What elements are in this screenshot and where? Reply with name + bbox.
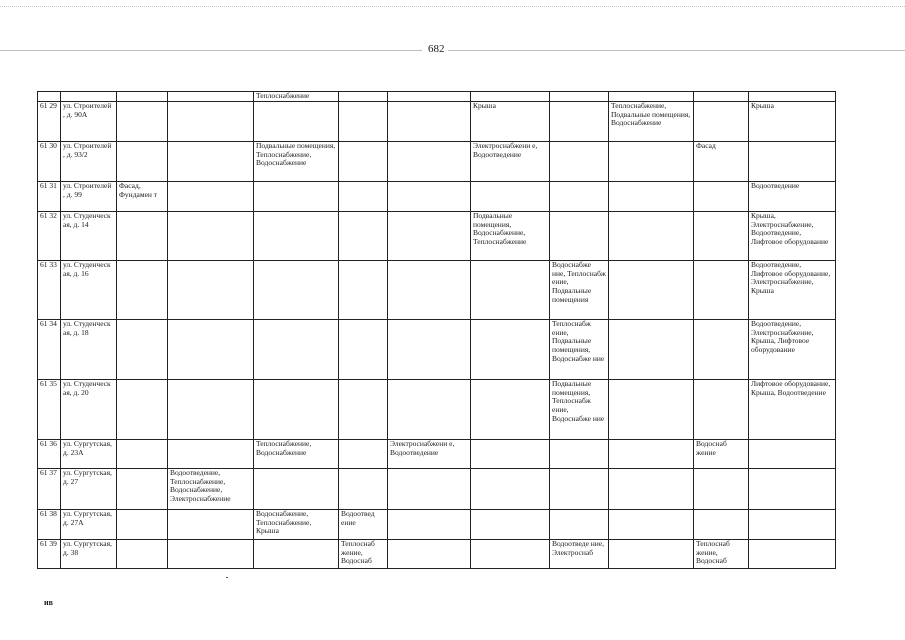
header-cell [749, 92, 836, 102]
work-type-cell [117, 101, 168, 141]
work-type-cell [168, 539, 254, 568]
work-type-cell [254, 211, 339, 260]
row-number-cell: 61 33 [38, 260, 61, 319]
work-type-cell [254, 319, 339, 379]
work-type-cell [339, 211, 388, 260]
work-type-cell [168, 439, 254, 468]
work-type-cell [117, 539, 168, 568]
header-cell [38, 92, 61, 102]
header-cell [471, 92, 550, 102]
table-row [38, 439, 836, 468]
table-row [38, 260, 836, 319]
work-type-cell [471, 379, 550, 439]
work-type-cell [471, 468, 550, 509]
work-type-cell [550, 101, 609, 141]
table-row [38, 319, 836, 379]
work-type-cell [749, 539, 836, 568]
work-type-cell [550, 181, 609, 211]
work-type-cell [339, 319, 388, 379]
work-type-cell [388, 260, 471, 319]
address-cell: ул. Строителей , д. 90А [61, 101, 117, 141]
work-type-cell [168, 509, 254, 539]
work-type-cell [694, 211, 749, 260]
work-type-cell [609, 509, 694, 539]
header-rule-left [0, 50, 422, 51]
work-type-cell: Крыша [471, 101, 550, 141]
work-type-cell [388, 539, 471, 568]
work-type-cell [254, 539, 339, 568]
work-type-cell: Водоотведе ние, Электроснаб [550, 539, 609, 568]
work-type-cell [609, 211, 694, 260]
address-cell: ул. Строителей , д. 93/2 [61, 141, 117, 181]
work-type-cell [471, 539, 550, 568]
work-type-cell [339, 141, 388, 181]
work-type-cell [609, 260, 694, 319]
work-type-cell [254, 379, 339, 439]
work-type-cell [388, 211, 471, 260]
scan-speck [226, 577, 228, 578]
work-type-cell [550, 211, 609, 260]
table-row [38, 379, 836, 439]
work-type-cell [117, 141, 168, 181]
header-cell [694, 92, 749, 102]
work-type-cell [749, 141, 836, 181]
address-cell: ул. Сургутская, д. 27А [61, 509, 117, 539]
row-number-cell: 61 37 [38, 468, 61, 509]
work-type-cell: Водоснабже ние, Теплоснабж ение, Подвальные помещения [550, 260, 609, 319]
work-type-cell [388, 181, 471, 211]
row-number-cell: 61 38 [38, 509, 61, 539]
header-cell [168, 92, 254, 102]
work-type-cell: Фасад [694, 141, 749, 181]
work-type-cell [694, 509, 749, 539]
work-type-cell [168, 260, 254, 319]
work-type-cell [339, 181, 388, 211]
work-type-cell [388, 319, 471, 379]
work-type-cell [749, 468, 836, 509]
table-row [38, 539, 836, 568]
work-type-cell [168, 101, 254, 141]
work-type-cell: Водоснабжение, Теплоснабжение, Крыша [254, 509, 339, 539]
work-type-cell [694, 319, 749, 379]
header-cell [61, 92, 117, 102]
row-number-cell: 61 36 [38, 439, 61, 468]
address-cell: ул. Сургутская, д. 27 [61, 468, 117, 509]
work-type-cell [471, 509, 550, 539]
scan-noise-top [0, 6, 905, 8]
work-type-cell [749, 439, 836, 468]
table-header-row [38, 92, 836, 102]
header-cell: Теплоснабжение [254, 92, 339, 102]
work-type-cell: Водоотведение, Лифтовое оборудование, Электроснабжение, Крыша [749, 260, 836, 319]
work-type-cell [694, 260, 749, 319]
row-number-cell: 61 39 [38, 539, 61, 568]
address-cell: ул. Студенческ ая, д. 18 [61, 319, 117, 379]
work-type-cell: Водоотвед ение [339, 509, 388, 539]
footer-initials: ив [44, 598, 53, 607]
work-type-cell [117, 379, 168, 439]
work-type-cell: Водоотведение, Электроснабжение, Крыша, Лифтовое оборудование [749, 319, 836, 379]
work-type-cell: Водоотведение [749, 181, 836, 211]
work-type-cell [609, 141, 694, 181]
work-type-cell [168, 211, 254, 260]
work-type-cell [117, 260, 168, 319]
work-type-cell: Теплоснабжение, Подвальные помещения, Водоснабжение [609, 101, 694, 141]
header-cell [339, 92, 388, 102]
work-type-cell [550, 439, 609, 468]
work-type-cell [388, 101, 471, 141]
repair-schedule-table [37, 91, 836, 569]
work-type-cell [471, 439, 550, 468]
work-type-cell [550, 141, 609, 181]
work-type-cell [550, 468, 609, 509]
table-row [38, 509, 836, 539]
work-type-cell: Теплоснабжение, Водоснабжение [254, 439, 339, 468]
work-type-cell [550, 509, 609, 539]
work-type-cell [388, 141, 471, 181]
row-number-cell: 61 35 [38, 379, 61, 439]
work-type-cell [339, 379, 388, 439]
address-cell: ул. Сургутская, д. 38 [61, 539, 117, 568]
work-type-cell: Подвальные помещения, Водоснабжение, Теплоснабжение [471, 211, 550, 260]
work-type-cell [339, 260, 388, 319]
work-type-cell [471, 319, 550, 379]
work-type-cell [749, 509, 836, 539]
work-type-cell: Крыша [749, 101, 836, 141]
work-type-cell [694, 181, 749, 211]
work-type-cell [339, 101, 388, 141]
work-type-cell: Подвальные помещения, Теплоснабжение, Водоснабжение [254, 141, 339, 181]
work-type-cell [117, 319, 168, 379]
work-type-cell: Водоотведение, Теплоснабжение, Водоснабжение, Электроснабжение [168, 468, 254, 509]
work-type-cell [388, 509, 471, 539]
work-type-cell [471, 181, 550, 211]
header-cell [609, 92, 694, 102]
work-type-cell [388, 468, 471, 509]
work-type-cell [117, 468, 168, 509]
work-type-cell: Теплоснаб жение, Водоснаб [339, 539, 388, 568]
table-row [38, 141, 836, 181]
work-type-cell [117, 211, 168, 260]
table-row [38, 101, 836, 141]
work-type-cell [609, 319, 694, 379]
work-type-cell: Подвальные помещения, Теплоснабж ение, Водоснабже ние [550, 379, 609, 439]
work-type-cell [694, 379, 749, 439]
row-number-cell: 61 32 [38, 211, 61, 260]
work-type-cell [168, 379, 254, 439]
row-number-cell: 61 34 [38, 319, 61, 379]
header-cell [117, 92, 168, 102]
address-cell: ул. Студенческ ая, д. 20 [61, 379, 117, 439]
work-type-cell [168, 181, 254, 211]
header-cell [550, 92, 609, 102]
address-cell: ул. Сургутская, д. 23А [61, 439, 117, 468]
work-type-cell [254, 181, 339, 211]
row-number-cell: 61 30 [38, 141, 61, 181]
work-type-cell [339, 468, 388, 509]
work-type-cell [117, 439, 168, 468]
work-type-cell [609, 539, 694, 568]
work-type-cell [609, 439, 694, 468]
work-type-cell: Водоснаб жение [694, 439, 749, 468]
row-number-cell: 61 29 [38, 101, 61, 141]
work-type-cell [339, 439, 388, 468]
work-type-cell: Фасад, Фундамен т [117, 181, 168, 211]
work-type-cell [254, 468, 339, 509]
work-type-cell: Теплоснабж ение, Подвальные помещения, Водоснабже ние [550, 319, 609, 379]
work-type-cell: Электроснабжени е, Водоотведение [388, 439, 471, 468]
address-cell: ул. Студенческ ая, д. 14 [61, 211, 117, 260]
work-type-cell [694, 468, 749, 509]
header-rule-right [448, 50, 905, 51]
work-type-cell: Теплоснаб жение, Водоснаб [694, 539, 749, 568]
work-type-cell [471, 260, 550, 319]
work-type-cell [609, 181, 694, 211]
work-type-cell [254, 260, 339, 319]
table-row [38, 181, 836, 211]
work-type-cell: Электроснабжени е, Водоотведение [471, 141, 550, 181]
table-row [38, 468, 836, 509]
table-row [38, 211, 836, 260]
address-cell: ул. Строителей , д. 99 [61, 181, 117, 211]
work-type-cell: Крыша, Электроснабжение, Водоотведение, Лифтовое оборудование [749, 211, 836, 260]
work-type-cell [254, 101, 339, 141]
work-type-cell [168, 141, 254, 181]
work-type-cell [609, 468, 694, 509]
work-type-cell: Лифтовое оборудование, Крыша, Водоотведение [749, 379, 836, 439]
address-cell: ул. Студенческ ая, д. 16 [61, 260, 117, 319]
work-type-cell [388, 379, 471, 439]
row-number-cell: 61 31 [38, 181, 61, 211]
work-type-cell [168, 319, 254, 379]
work-type-cell [694, 101, 749, 141]
header-cell [388, 92, 471, 102]
page-number: 682 [428, 43, 445, 55]
work-type-cell [609, 379, 694, 439]
work-type-cell [117, 509, 168, 539]
